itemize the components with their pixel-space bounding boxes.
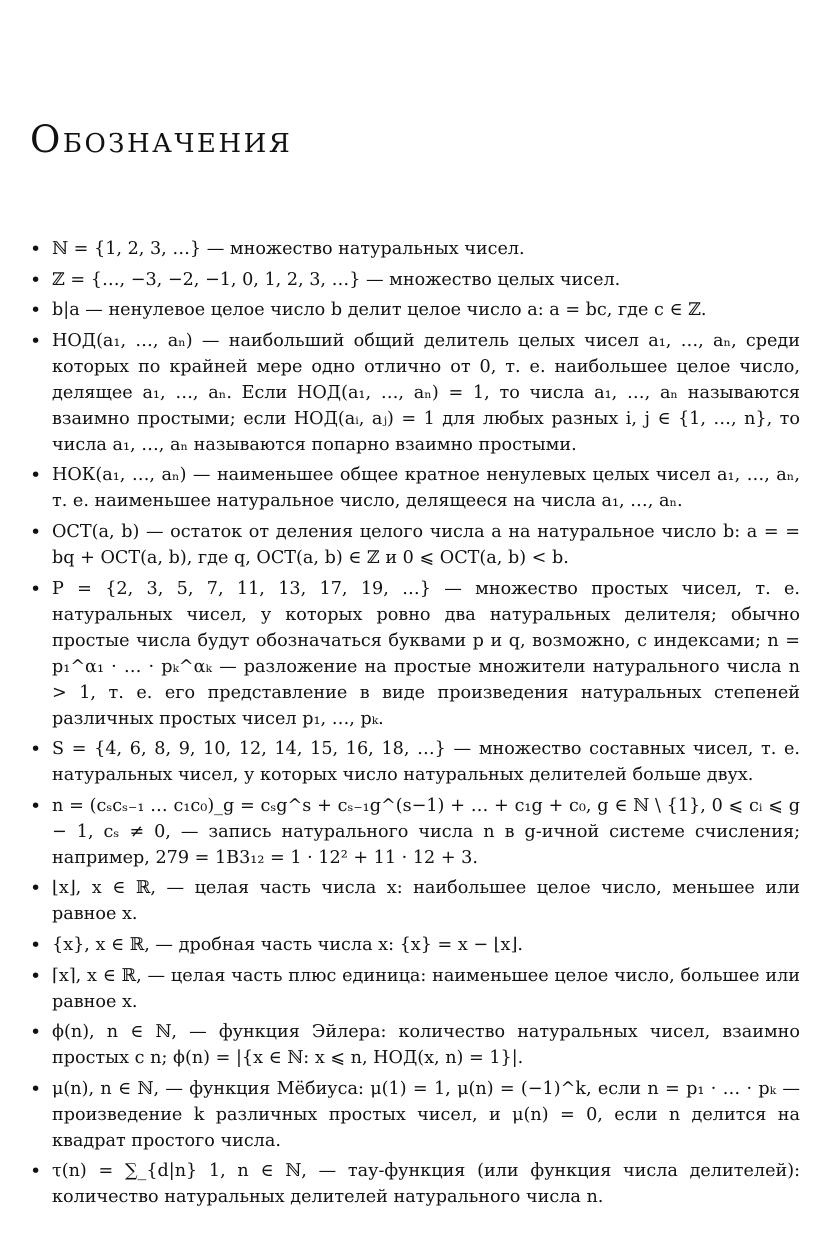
- list-item: • S = {4, 6, 8, 9, 10, 12, 14, 15, 16, 18, …} — множество составных чисел, т. е. натуральных чисел, у которых число натуральных делителей больше двух.: [30, 736, 800, 788]
- list-item: • ⌊x⌋, x ∈ ℝ, — целая часть числа x: наибольшее целое число, меньшее или равное x.: [30, 875, 800, 927]
- list-item: • P = {2, 3, 5, 7, 11, 13, 17, 19, …} — множество простых чисел, т. е. натуральных чисел, у которых ровно два натуральных делителя; обычно простые числа будут обозначаться буквами p и q, возможно, с индексами; n = p₁^α₁ · … · pₖ^αₖ — разложение на простые множители натурального числа n > 1, т. е. его представление в виде произведения натуральных степеней различных простых чисел p₁, …, pₖ.: [30, 576, 800, 732]
- notation-list: [30, 236, 800, 1215]
- list-item: • ОСТ(a, b) — остаток от деления целого числа a на натуральное число b: a = = bq + ОСТ(a, b), где q, ОСТ(a, b) ∈ ℤ и 0 ⩽ ОСТ(a, b) < b.: [30, 519, 800, 571]
- page-title: Обозначения: [30, 118, 293, 161]
- list-item: • ℕ = {1, 2, 3, …} — множество натуральных чисел.: [30, 236, 800, 262]
- list-item: • n = (cₛcₛ₋₁ … c₁c₀)_g = cₛg^s + cₛ₋₁g^(s−1) + … + c₁g + c₀, g ∈ ℕ \ {1}, 0 ⩽ cᵢ ⩽ g − 1, cₛ ≠ 0, — запись натурального числа n в g-ичной системе счисления; например, 279 = 1B3₁₂ = 1 · 12² + 11 · 12 + 3.: [30, 793, 800, 871]
- list-item: • τ(n) = ∑_{d|n} 1, n ∈ ℕ, — тау-функция (или функция числа делителей): количество натуральных делителей натурального числа n.: [30, 1158, 800, 1210]
- list-item: • μ(n), n ∈ ℕ, — функция Мёбиуса: μ(1) = 1, μ(n) = (−1)^k, если n = p₁ · … · pₖ — произведение k различных простых чисел, и μ(n) = 0, если n делится на квадрат простого числа.: [30, 1076, 800, 1154]
- list-item: • НОД(a₁, …, aₙ) — наибольший общий делитель целых чисел a₁, …, aₙ, среди которых по крайней мере одно отлично от 0, т. е. наибольшее целое число, делящее a₁, …, aₙ. Если НОД(a₁, …, aₙ) = 1, то числа a₁, …, aₙ называются взаимно простыми; если НОД(aᵢ, aⱼ) = 1 для любых разных i, j ∈ {1, …, n}, то числа a₁, …, aₙ называются попарно взаимно простыми.: [30, 328, 800, 458]
- list-item: • ⌈x⌉, x ∈ ℝ, — целая часть плюс единица: наименьшее целое число, большее или равное x.: [30, 963, 800, 1015]
- list-item: • НОК(a₁, …, aₙ) — наименьшее общее кратное ненулевых целых чисел a₁, …, aₙ, т. е. наименьшее натуральное число, делящееся на числа a₁, …, aₙ.: [30, 462, 800, 514]
- list-item: • b|a — ненулевое целое число b делит целое число a: a = bc, где c ∈ ℤ.: [30, 297, 800, 323]
- list-item: • ℤ = {…, −3, −2, −1, 0, 1, 2, 3, …} — множество целых чисел.: [30, 267, 800, 293]
- list-item: • {x}, x ∈ ℝ, — дробная часть числа x: {x} = x − ⌊x⌋.: [30, 932, 800, 958]
- list-item: • ϕ(n), n ∈ ℕ, — функция Эйлера: количество натуральных чисел, взаимно простых с n; ϕ(n) = |{x ∈ ℕ: x ⩽ n, НОД(x, n) = 1}|.: [30, 1019, 800, 1071]
